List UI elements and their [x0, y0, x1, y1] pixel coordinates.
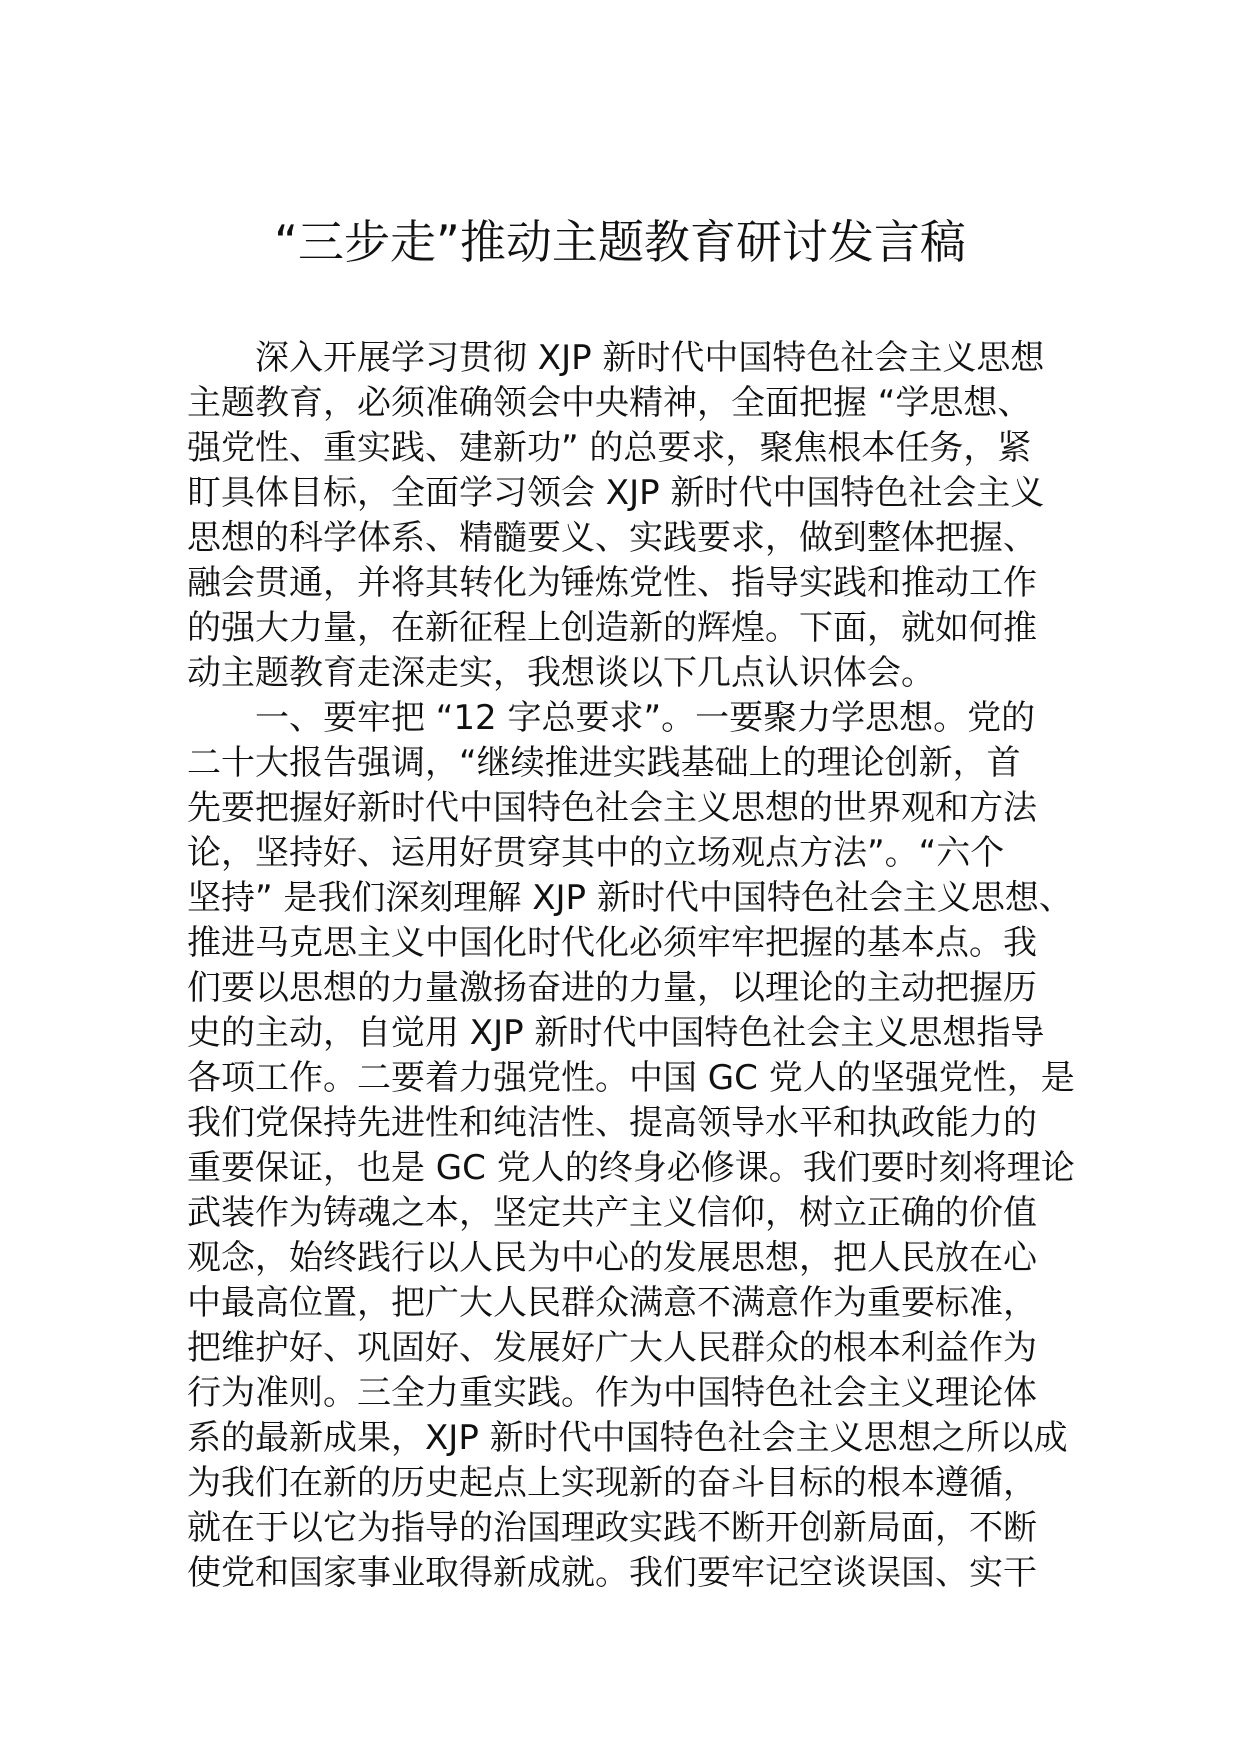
paragraph-line: 强党性、重实践、建新功” 的总要求，聚焦根本任务，紧	[187, 428, 1032, 468]
paragraph-line: 我们党保持先进性和纯洁性、提高领导水平和执政能力的	[187, 1103, 1037, 1143]
paragraph-line: 武装作为铸魂之本，坚定共产主义信仰，树立正确的价值	[187, 1193, 1037, 1233]
paragraph-line: 推进马克思主义中国化时代化必须牢牢把握的基本点。我	[187, 923, 1037, 963]
paragraph-line: 系的最新成果，XJP 新时代中国特色社会主义思想之所以成	[187, 1418, 1068, 1458]
paragraph-line: 先要把握好新时代中国特色社会主义思想的世界观和方法	[187, 788, 1037, 828]
paragraph-line: 融会贯通，并将其转化为锤炼党性、指导实践和推动工作	[187, 563, 1037, 603]
paragraph-line: 把维护好、巩固好、发展好广大人民群众的根本利益作为	[187, 1328, 1037, 1368]
paragraph-line: 深入开展学习贯彻 XJP 新时代中国特色社会主义思想	[255, 338, 1045, 378]
paragraph-line: 使党和国家事业取得新成就。我们要牢记空谈误国、实干	[187, 1553, 1037, 1593]
paragraph-line: 们要以思想的力量激扬奋进的力量，以理论的主动把握历	[187, 968, 1037, 1008]
paragraph-line: 史的主动，自觉用 XJP 新时代中国特色社会主义思想指导	[187, 1013, 1045, 1053]
paragraph-line: 动主题教育走深走实，我想谈以下几点认识体会。	[187, 653, 935, 693]
paragraph-line: 重要保证，也是 GC 党人的终身必修课。我们要时刻将理论	[187, 1148, 1075, 1188]
document-title: “三步走”推动主题教育研讨发言稿	[274, 215, 966, 269]
paragraph-line: 各项工作。二要着力强党性。中国 GC 党人的坚强党性，是	[187, 1058, 1075, 1098]
paragraph-line: 思想的科学体系、精髓要义、实践要求，做到整体把握、	[187, 518, 1037, 558]
paragraph-line: 盯具体目标，全面学习领会 XJP 新时代中国特色社会主义	[187, 473, 1045, 513]
paragraph-line: 坚持” 是我们深刻理解 XJP 新时代中国特色社会主义思想、	[187, 878, 1073, 918]
paragraph-line: 主题教育，必须准确领会中央精神，全面把握 “学思想、	[187, 383, 1032, 423]
paragraph-line: 二十大报告强调，“继续推进实践基础上的理论创新，首	[187, 743, 1021, 783]
paragraph-line: 一、要牢把 “12 字总要求”。一要聚力学思想。党的	[255, 698, 1036, 738]
paragraph-line: 行为准则。三全力重实践。作为中国特色社会主义理论体	[187, 1373, 1037, 1413]
paragraph-line: 的强大力量，在新征程上创造新的辉煌。下面，就如何推	[187, 608, 1037, 648]
paragraph-line: 中最高位置，把广大人民群众满意不满意作为重要标准，	[187, 1283, 1037, 1323]
document-body	[187, 336, 1187, 1596]
paragraph-line: 论，坚持好、运用好贯穿其中的立场观点方法”。“六个	[187, 833, 1005, 873]
paragraph-line: 观念，始终践行以人民为中心的发展思想，把人民放在心	[187, 1238, 1037, 1278]
paragraph-line: 就在于以它为指导的治国理政实践不断开创新局面，不断	[187, 1508, 1037, 1548]
paragraph-line: 为我们在新的历史起点上实现新的奋斗目标的根本遵循，	[187, 1463, 1037, 1503]
